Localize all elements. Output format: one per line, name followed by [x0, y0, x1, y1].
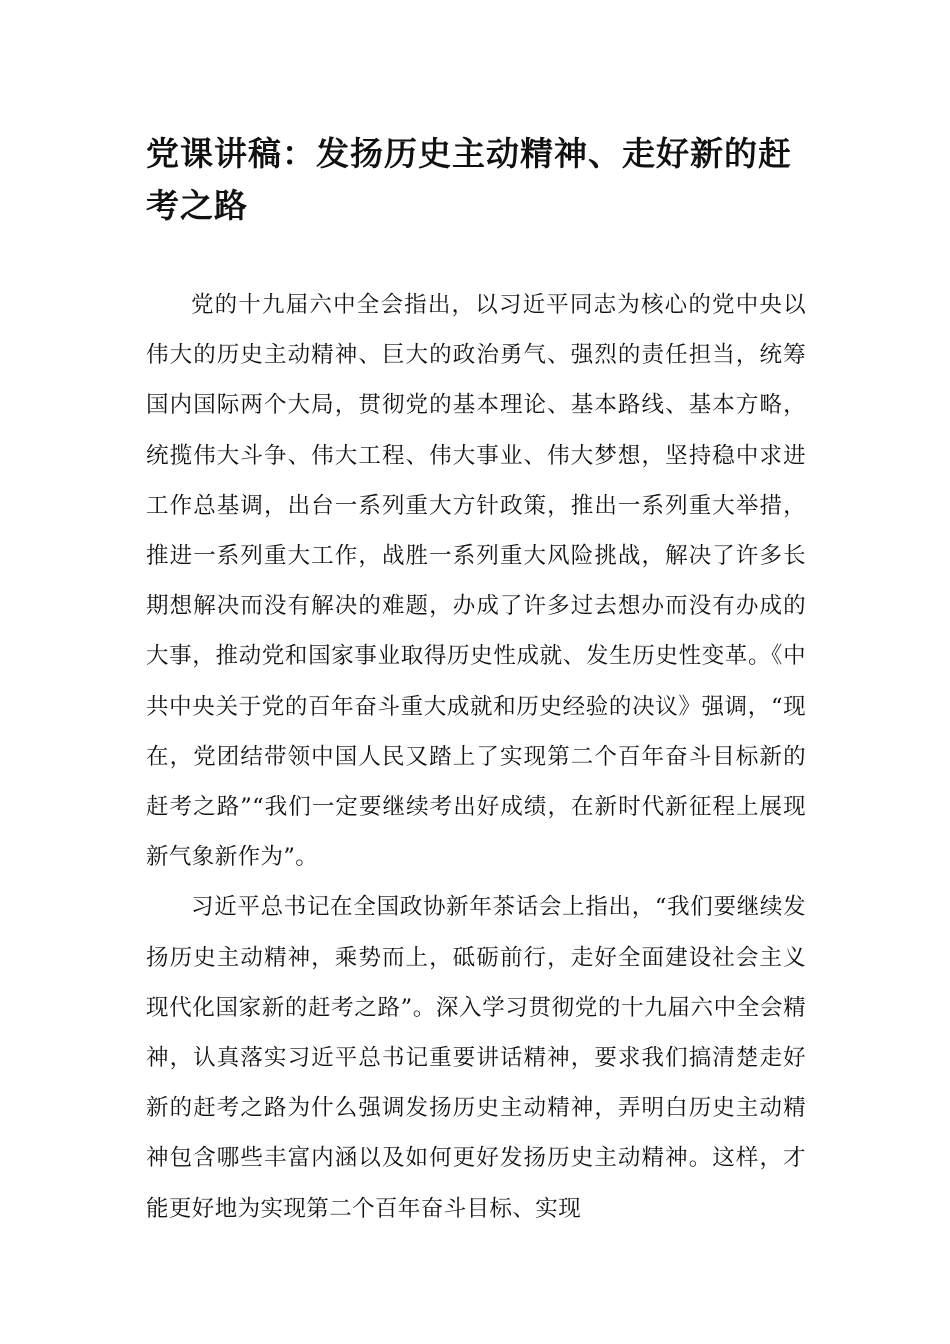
- body-paragraph-2: 习近平总书记在全国政协新年茶话会上指出，“我们要继续发扬历史主动精神，乘势而上，砥砺前行，走好全面建设社会主义现代化国家新的赶考之路”。深入学习贯彻党的十九届六中全会精神，认真落实习近平总书记重要讲话精神，要求我们搞清楚走好新的赶考之路为什么强调发扬历史主动精神，弄明白历史主动精神包含哪些丰富内涵以及如何更好发扬历史主动精神。这样，才能更好地为实现第二个百年奋斗目标、实现: [146, 894, 806, 1222]
- body-paragraph-1: 党的十九届六中全会指出，以习近平同志为核心的党中央以伟大的历史主动精神、巨大的政治勇气、强烈的责任担当，统筹国内国际两个大局，贯彻党的基本理论、基本路线、基本方略，统揽伟大斗争、伟大工程、伟大事业、伟大梦想，坚持稳中求进工作总基调，出台一系列重大方针政策，推出一系列重大举措，推进一系列重大工作，战胜一系列重大风险挑战，解决了许多长期想解决而没有解决的难题，办成了许多过去想办而没有办成的大事，推动党和国家事业取得历史性成就、发生历史性变革。《中共中央关于党的百年奋斗重大成就和历史经验的决议》强调，“现在，党团结带领中国人民又踏上了实现第二个百年奋斗目标新的赶考之路”“我们一定要继续考出好成绩，在新时代新征程上展现新气象新作为”。: [146, 292, 806, 871]
- document-body: [146, 280, 806, 1234]
- document-title: 党课讲稿：发扬历史主动精神、走好新的赶考之路: [146, 134, 792, 225]
